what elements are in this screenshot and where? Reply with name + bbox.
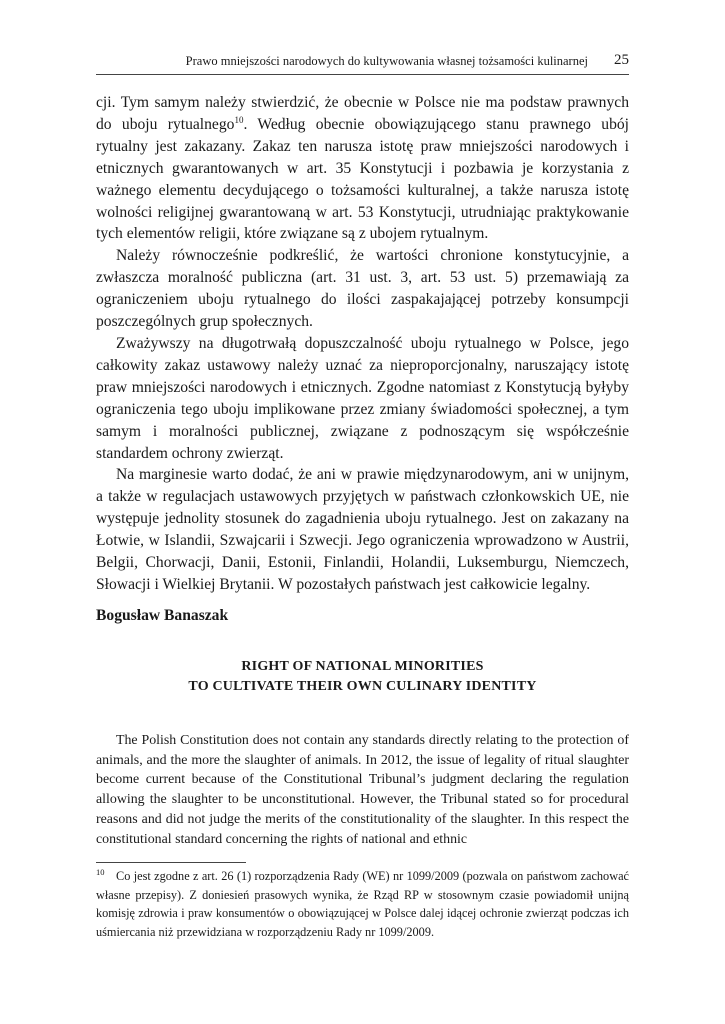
paragraph-1 [96, 92, 629, 245]
footnote-text: Co jest zgodne z art. 26 (1) rozporządzenia Rady (WE) nr 1099/2009 (pozwala on państwom zachować własne przepisy). Z doniesień prasowych wynika, że Rząd RP w stosownym czasie powiadomił unijną komisję zdrowia i praw konsumentów o obowiązującej w Polsce dalej idącej ochronie zwierząt podczas ich uśmiercania niż przewidziana w rozporządzeniu Rady nr 1099/2009. [96, 869, 629, 940]
paragraph-1-end: . Według obecnie obowiązującego stanu prawnego ubój rytualny jest zakazany. Zakaz ten narusza istotę praw mniejszości narodowych i etnicznych gwarantowanych w art. 35 Konstytucji i pozbawia je korzystania z ważnego elementu decydującego o tożsamości kulturalnej, a także narusza istotę wolności religijnej gwarantowaną w art. 53 Konstytucji, utrudniając praktykowanie tych elementów religii, które związane są z ubojem rytualnym. [96, 115, 629, 243]
english-title [96, 657, 629, 697]
english-title-line-2: TO CULTIVATE THEIR OWN CULINARY IDENTITY [188, 679, 537, 694]
page-number: 25 [614, 52, 629, 68]
footnote: 10 Co jest zgodne z art. 26 (1) rozporządzenia Rady (WE) nr 1099/2009 (pozwala on państwom zachować własne przepisy). Z doniesień prasowych wynika, że Rząd RP w stosownym czasie powiadomił unijną komisję zdrowia i praw konsumentów o obowiązującej w Polsce dalej idącej ochronie zwierząt podczas ich uśmiercania niż przewidziana w rozporządzeniu Rady nr 1099/2009. [96, 866, 629, 940]
footnote-rule [96, 862, 246, 863]
footnote-reference: 10 [234, 114, 244, 125]
author-name: Bogusław Banaszak [96, 607, 229, 624]
english-title-line-1: RIGHT OF NATIONAL MINORITIES [241, 659, 484, 674]
body-text [96, 92, 629, 596]
paragraph-3: Zważywszy na długotrwałą dopuszczalność uboju rytualnego w Polsce, jego całkowity zakaz ustawowy należy uznać za nieproporcjonalny, naruszający istotę praw mniejszości narodowych i etnicznych. Zgodne natomiast z Konstytucją byłyby ograniczenia tego uboju implikowane przez zmiany świadomości społecznej, a tym samym i moralności publicznej, związane z podnoszącym się współcześnie standardem ochrony zwierząt. [96, 334, 629, 462]
paragraph-4: Na marginesie warto dodać, że ani w prawie międzynarodowym, ani w unijnym, a także w regulacjach ustawowych przyjętych w państwach członkowskich UE, nie występuje jednolity stosunek do zagadnienia uboju rytualnego. Jest on zakazany na Łotwie, w Islandii, Szwajcarii i Szwecji. Jego ograniczenia wprowadzono w Austrii, Belgii, Chorwacji, Danii, Estonii, Finlandii, Holandii, Luksemburgu, Niemczech, Słowacji i Wielkiej Brytanii. W pozostałych państwach jest całkowicie legalny. [96, 466, 629, 593]
paragraph-1-start: cji. Tym samym należy stwierdzić, że obecnie w Polsce nie ma podstaw prawnych do uboju rytualnego [96, 94, 629, 133]
header-rule [96, 74, 629, 75]
abstract-paragraph: The Polish Constitution does not contain any standards directly relating to the protection of animals, and the more the slaughter of animals. In 2012, the issue of legality of ritual slaughter become current because of the Constitutional Tribunal’s judgment declaring the regulation allowing the slaughter to be unconstitutional. However, the Tribunal stated so for procedural reasons and did not judge the merits of the constitutionality of the slaughter. In this respect the constitutional standard concerning the rights of national and ethnic [96, 733, 629, 847]
running-title: Prawo mniejszości narodowych do kultywowania własnej tożsamości kulinarnej [185, 54, 588, 68]
paragraph-2: Należy równocześnie podkreślić, że wartości chronione konstytucyjnie, a zwłaszcza moralność publiczna (art. 31 ust. 3, art. 53 ust. 5) przemawiają za ograniczeniem uboju rytualnego do ilości zaspakajającej potrzeby konsumpcji poszczególnych grup społecznych. [96, 247, 629, 331]
english-abstract [96, 731, 629, 849]
